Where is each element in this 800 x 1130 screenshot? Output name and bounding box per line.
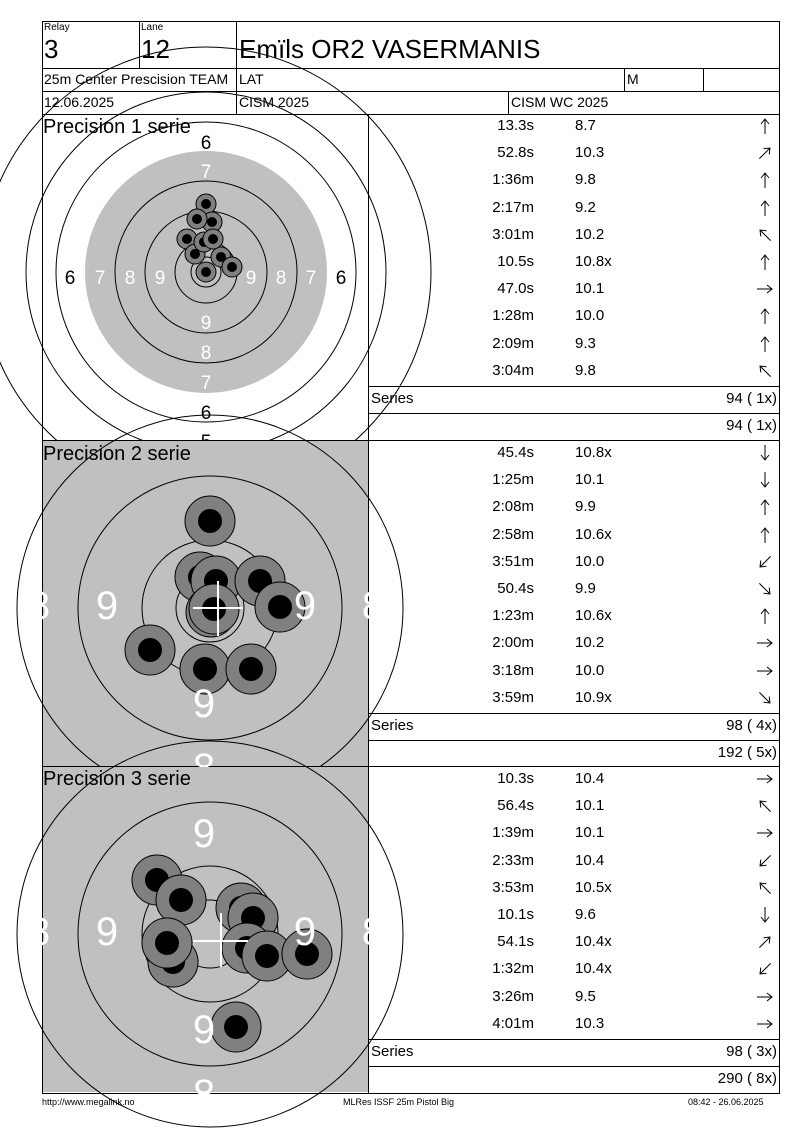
ring-number-label: 9 [200,313,212,334]
shot-time: 50.4s [497,580,534,597]
shot-hole-center [208,234,218,244]
shot-value: 10.0 [575,661,605,679]
shot-time: 3:53m [492,878,534,896]
direction-arrow-icon [755,443,775,463]
shot-value: 10.1 [575,824,605,842]
shot-value: 9.8 [575,171,596,189]
relay-label: Relay [44,22,70,33]
shot-value: 9.5 [575,987,596,1005]
shot-value: 10.9x [575,688,612,706]
direction-arrow-icon [755,170,775,190]
ring-number-label: 6 [335,268,347,289]
ring-number-label: 8 [361,910,385,954]
lane-value: 12 [141,34,170,64]
direction-arrow-icon [755,606,775,626]
shot-value: 9.9 [575,580,596,597]
ring-number-label: 9 [192,812,216,856]
ring-number-label: 9 [293,910,317,954]
ring-number-label: 9 [192,1008,216,1052]
shot-time: 2:17m [492,198,534,216]
direction-arrow-icon [755,796,775,816]
total-score: 290 ( 8x) [717,1070,777,1087]
shot-value: 9.9 [575,498,596,516]
shot-time: 2:09m [492,334,534,352]
direction-arrow-icon [755,334,775,354]
ring-number-label: 9 [154,268,166,289]
series-1-title: Precision 1 serie [43,116,191,138]
direction-arrow-icon [755,661,775,681]
shot-time: 10.3s [497,770,534,787]
shot-value: 10.1 [575,797,605,815]
shot-value: 10.8x [575,444,612,461]
ring-number-label: 7 [305,268,317,289]
shot-time: 2:33m [492,851,534,869]
shot-time: 1:28m [492,307,534,325]
shot-value: 10.3 [575,144,605,162]
ring-number-label: 9 [293,584,317,628]
shot-time: 3:01m [492,225,534,243]
shot-value: 10.2 [575,634,605,652]
direction-arrow-icon [755,633,775,653]
direction-arrow-icon [755,552,775,572]
direction-arrow-icon [755,497,775,517]
shot-hole-center [198,509,222,533]
event-name: 25m Center Prescision TEAM [44,71,229,87]
shot-value: 9.8 [575,361,596,379]
shot-time: 4:01m [492,1014,534,1032]
footer-software: MLRes ISSF 25m Pistol Big [343,1097,455,1107]
series-score: 94 ( 1x) [726,390,777,407]
ring-number-label: 7 [94,268,106,289]
direction-arrow-icon [755,851,775,871]
ring-number-label: 8 [27,584,51,628]
direction-arrow-icon [755,116,775,136]
ring-number-label: 6 [64,268,76,289]
direction-arrow-icon [755,579,775,599]
country: LAT [239,71,264,87]
shot-value: 9.6 [575,906,596,923]
ring-number-label: 9 [192,682,216,726]
total-score: 192 ( 5x) [717,744,777,761]
direction-arrow-icon [755,688,775,708]
target-2 [27,441,385,766]
direction-arrow-icon [755,306,775,326]
shot-time: 54.1s [497,933,534,951]
shot-value: 10.5x [575,878,612,896]
direction-arrow-icon [755,143,775,163]
series-label: Series [371,1043,414,1060]
shot-value: 9.2 [575,198,596,216]
direction-arrow-icon [755,959,775,979]
direction-arrow-icon [755,769,775,789]
date: 12.06.2025 [44,94,115,110]
shot-hole-center [268,595,292,619]
shot-time: 1:36m [492,171,534,189]
shot-time: 52.8s [497,144,534,162]
ring-number-label: 8 [27,910,51,954]
direction-arrow-icon [755,905,775,925]
ring-number-label: 6 [200,403,212,424]
shot-hole-center [255,944,279,968]
shot-hole-center [155,931,179,955]
shot-value: 10.6x [575,525,612,543]
shot-hole-center [207,217,217,227]
shot-value: 10.4x [575,960,612,978]
ring-number-label: 8 [275,268,287,289]
ring-number-label: 9 [95,584,119,628]
shot-value: 9.3 [575,334,596,352]
shot-time: 3:26m [492,987,534,1005]
target-1 [43,115,368,440]
shot-time: 3:59m [492,688,534,706]
shot-time: 13.3s [497,117,534,134]
shot-hole-center [201,267,211,277]
shot-value: 10.1 [575,280,605,298]
direction-arrow-icon [755,279,775,299]
direction-arrow-icon [755,932,775,952]
shot-hole-center [227,262,237,272]
ring-number-label: 8 [124,268,136,289]
shot-hole-center [138,638,162,662]
footer-url[interactable]: http://www.megalink.no [42,1097,135,1107]
shot-time: 1:23m [492,607,534,625]
direction-arrow-icon [755,878,775,898]
shot-time: 10.5s [497,253,534,270]
shot-time: 3:18m [492,661,534,679]
lane-label: Lane [141,22,164,33]
shot-value: 10.1 [575,471,605,489]
ring-number-label: 7 [200,162,212,183]
ring-number-label: 8 [200,343,212,364]
shot-hole-center [239,657,263,681]
direction-arrow-icon [755,252,775,272]
series-label: Series [371,390,414,407]
direction-arrow-icon [755,525,775,545]
ring-number-label: 9 [245,268,257,289]
shot-time: 3:51m [492,552,534,570]
direction-arrow-icon [755,823,775,843]
shot-time: 3:04m [492,361,534,379]
series-3-title: Precision 3 serie [43,768,191,790]
shot-time: 1:39m [492,824,534,842]
relay-value: 3 [44,34,59,64]
shot-value: 10.8x [575,253,612,270]
shot-hole-center [182,234,192,244]
shot-hole-center [193,657,217,681]
shot-time: 2:58m [492,525,534,543]
shot-time: 2:08m [492,498,534,516]
shot-hole-center [224,1015,248,1039]
footer-printed: 08:42 - 26.06.2025 [688,1097,764,1107]
total-score: 94 ( 1x) [726,417,777,434]
shot-time: 2:00m [492,634,534,652]
series-score: 98 ( 4x) [726,717,777,734]
direction-arrow-icon [755,470,775,490]
shot-value: 10.6x [575,607,612,625]
ring-number-label: 7 [200,373,212,394]
shot-hole-center [192,214,202,224]
shot-value: 10.4 [575,770,605,787]
series-2-title: Precision 2 serie [43,443,191,465]
gender: M [627,71,639,87]
shot-value: 10.4x [575,933,612,951]
direction-arrow-icon [755,361,775,381]
ring-number-label: 8 [192,1072,216,1116]
shot-time: 10.1s [497,906,534,923]
series-score: 98 ( 3x) [726,1043,777,1060]
shot-value: 10.0 [575,307,605,325]
ring-number-label: 8 [361,584,385,628]
series-label: Series [371,717,414,734]
target-2-shots [125,496,305,694]
athlete-name: Emïls OR2 VASERMANIS [239,34,541,64]
shot-time: 45.4s [497,444,534,461]
shot-value: 10.2 [575,225,605,243]
shot-value: 8.7 [575,117,596,134]
shot-value: 10.0 [575,552,605,570]
shot-hole-center [169,888,193,912]
shot-time: 1:32m [492,960,534,978]
direction-arrow-icon [755,987,775,1007]
competition: CISM 2025 [239,94,310,110]
shot-time: 56.4s [497,797,534,815]
direction-arrow-icon [755,225,775,245]
ring-number-label: 6 [200,133,212,154]
shot-hole-center [201,199,211,209]
championship: CISM WC 2025 [511,94,609,110]
direction-arrow-icon [755,1014,775,1034]
shot-time: 1:25m [492,471,534,489]
shot-value: 10.3 [575,1014,605,1032]
direction-arrow-icon [755,198,775,218]
shot-value: 10.4 [575,851,605,869]
ring-number-label: 9 [95,910,119,954]
shot-time: 47.0s [497,280,534,298]
